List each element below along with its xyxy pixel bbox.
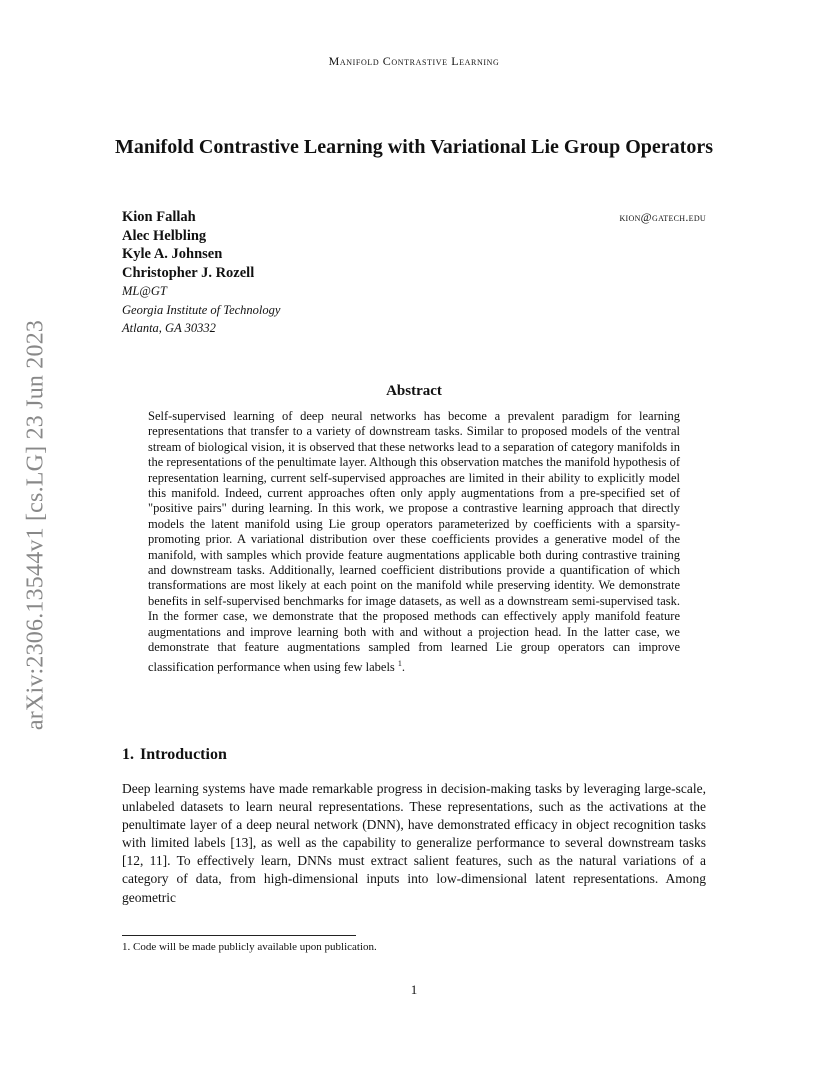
author-name: Kyle A. Johnsen: [122, 246, 223, 262]
footnote-mark: 1: [397, 658, 402, 668]
footnote-rule: [122, 935, 356, 936]
running-head: Manifold Contrastive Learning: [328, 54, 500, 68]
arxiv-id: arXiv:2306.13544v1 [cs.LG] 23 Jun 2023: [22, 319, 49, 731]
page-number: 1: [410, 982, 418, 997]
introduction-body: [122, 780, 706, 907]
abstract-text: Self-supervised learning of deep neural networks has become a prevalent paradigm for learning representations that transfer to a variety of downstream tasks. Similar to proposed models of the ventral stream of biological vision, it is observed that these networks lead to a separation of category manifolds in the representations of the penultimate layer. Although this observation matches the manifold hypothesis of representation learning, current self-supervised approaches are limited in their ability to explicitly model this manifold. Indeed, current approaches often only apply augmentations from a pre-specified set of "positive pairs" during learning. In this work, we propose a contrastive learning approach that directly models the latent manifold using Lie group operators parameterized by coefficients with a sparsity-promoting prior. A variational distribution over these coefficients provides a generative model of the manifold, with samples which provide feature augmentations applicable both during contrastive training and downstream tasks. Additionally, learned coefficient distributions provide a quantification of which transformations are most likely at each point on the manifold while preserving identity. We demonstrate benefits in self-supervised benchmarks for image datasets, as well as a downstream semi-supervised task. In the former case, we demonstrate that the proposed methods can effectively apply manifold feature augmentations and improve learning both with and without a projection head. In the latter case, we demonstrate that feature augmentations sampled from learned Lie group operators can improve classification performance when using few labels: [148, 409, 680, 674]
author-name: Alec Helbling: [122, 227, 207, 244]
author-list: [122, 208, 254, 282]
section-title: Introduction: [140, 746, 227, 763]
author-name: Christopher J. Rozell: [122, 264, 255, 281]
abstract-end: .: [401, 659, 406, 674]
abstract-heading: Abstract: [386, 383, 442, 399]
paragraph: Deep learning systems have made remarkable progress in decision-making tasks by leveraging large-scale, unlabeled datasets to learn neural representations. These representations, such as the activations at the penultimate layer of a deep neural network (DNN), have demonstrated efficacy in object recognition tasks with limited labels [13], as well as the capability to generalize performance to several downstream tasks [12, 11]. To effectively learn, DNNs must extract salient features, such as the natural variations of a category of data, from high-dimensional inputs into low-dimensional latent representations. Among geometric: [122, 781, 706, 905]
abstract-body: [148, 409, 680, 675]
author-name: Kion Fallah: [122, 209, 196, 225]
affiliation-line: ML@GT: [122, 284, 167, 298]
section-heading: [122, 746, 233, 764]
paper-title: Manifold Contrastive Learning with Variational Lie Group Operators: [115, 136, 713, 158]
affiliation-line: Atlanta, GA 30332: [122, 321, 216, 335]
affiliation: [122, 282, 280, 338]
affiliation-line: Georgia Institute of Technology: [122, 302, 281, 317]
author-email: kion@gatech.edu: [619, 210, 706, 224]
section-number: 1.: [122, 746, 134, 763]
footnote: 1. Code will be made publicly available upon publication.: [122, 941, 377, 953]
